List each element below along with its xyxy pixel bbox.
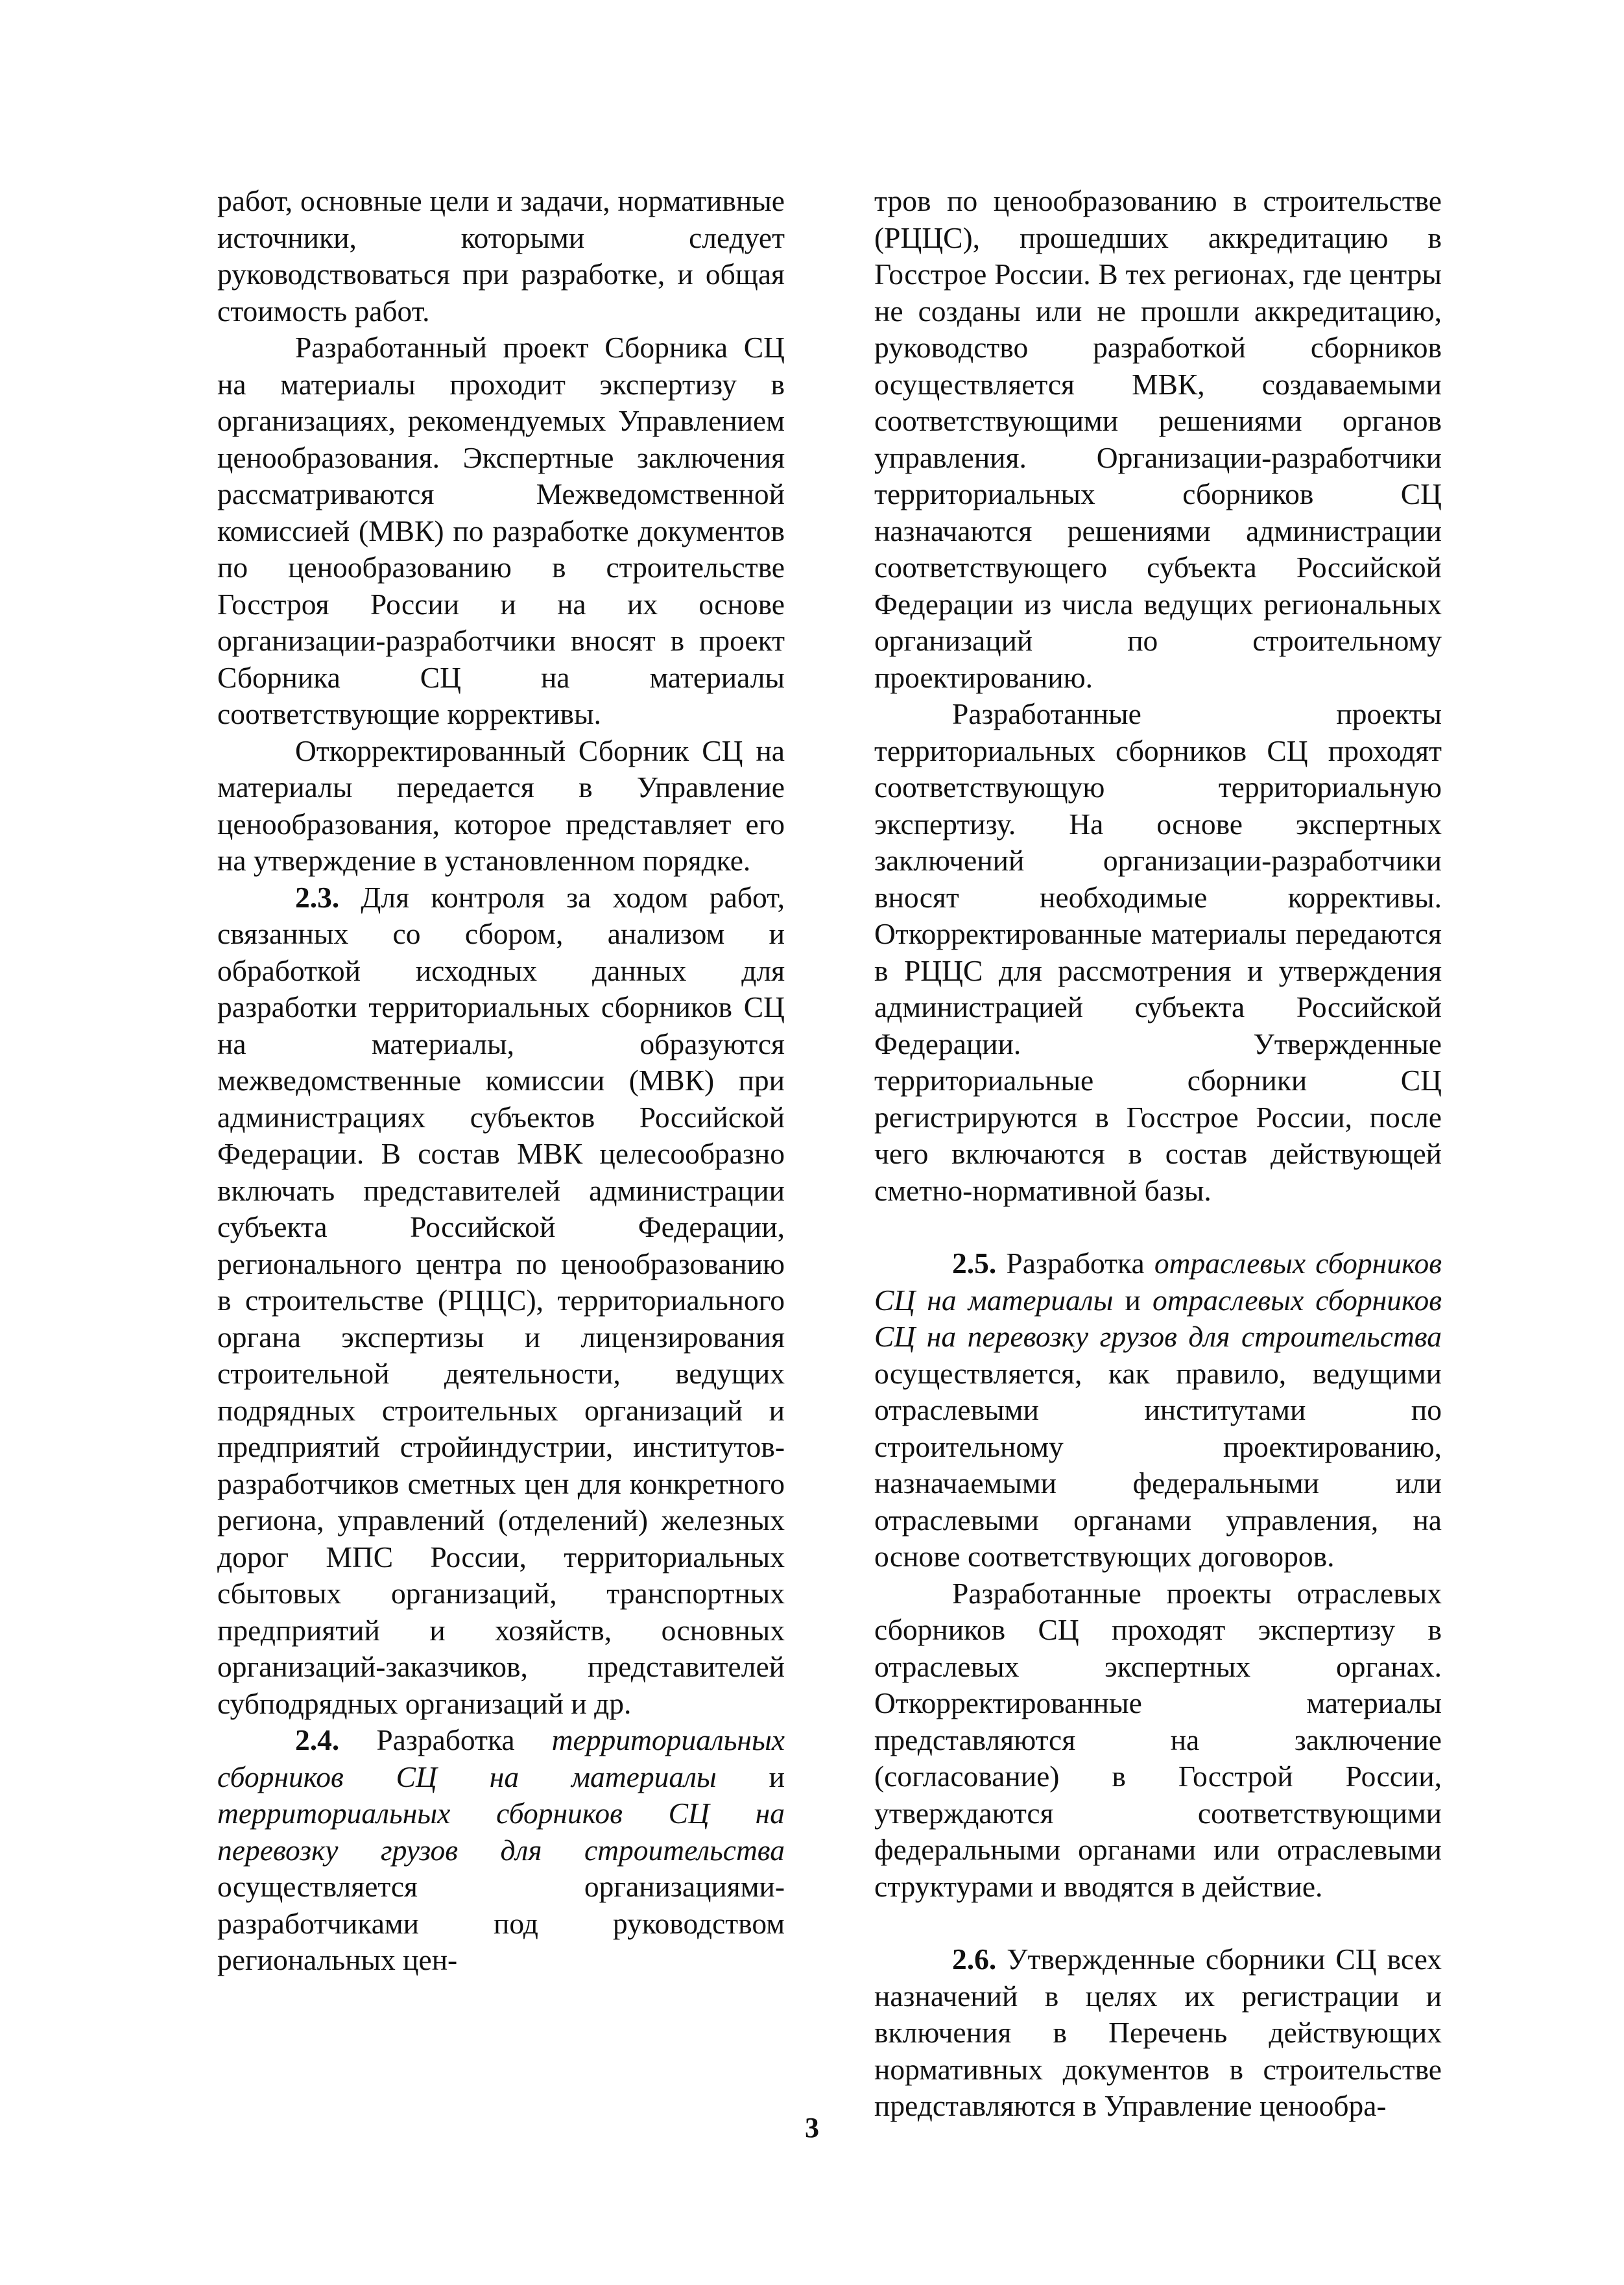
paragraph: тров по ценообразованию в строительстве (РЦЦС), прошедших аккредитацию в Госстрое России. В тех регионах, где центры не созданы или не прошли аккредитацию, руководство разработкой сборников осуществляется МВК, создаваемыми соответствующими решениями органов управления. Организации-разработчики территориальных сборников СЦ назначаются решениями администрации соответствующего субъекта Российской Федерации из числа ведущих региональных организаций по строительному проектированию. [874,184,1442,694]
section-2-6 [874,1941,1442,2125]
paragraph-text: Утвержденные сборники СЦ всех назначений в целях их регистрации и включения в Перечень действующих нормативных документов в строительстве представляются в Управление ценообра- [874,1943,1442,2122]
paragraph-text: Для контроля за ходом работ, связанных со сбором, анализом и обработкой исходных данных для разработки территориальных сборников СЦ на материалы, образуются межведомственные комиссии (МВК) при администрациях субъектов Российской Федерации. В состав МВК целесообразно включать представителей администрации субъекта Российской Федерации, регионального центра по ценообразованию в строительстве (РЦЦС), территориального органа экспертизы и лицензирования строительной деятельности, ведущих подрядных строительных организаций и предприятий стройиндустрии, институтов-разработчиков сметных цен для конкретного региона, управлений (отделений) железных дорог МПС России, территориальных сбытовых организаций, транспортных предприятий и хозяйств, основных организаций-заказчиков, представителей субподрядных организаций и др. [217,880,785,1720]
section-2-5 [874,1245,1442,1575]
paragraph-text: Разработка [339,1723,552,1756]
italic-term: территориальных сборников СЦ на материалы [217,1723,785,1793]
paragraph: Откорректированный Сборник СЦ на материалы передается в Управление ценообразования, которое представляет его на утверждение в установленном порядке. [217,734,785,877]
section-2-4 [217,1722,785,1979]
left-column [217,183,785,1979]
section-number: 2.5. [952,1247,997,1280]
paragraph: Разработанный проект Сборника СЦ на материалы проходит экспертизу в организациях, рекомендуемых Управлением ценообразования. Экспертные заключения рассматриваются Межведомственной комиссией (МВК) по разработке документов по ценообразованию в строительстве Госстроя России и на их основе организации-разработчики вносят в проект Сборника СЦ на материалы соответствующие коррективы. [217,331,785,730]
paragraph-text: осуществляется организациями-разработчиками под руководством региональных цен- [217,1870,785,1976]
italic-term: отраслевых сборников СЦ на материалы [874,1247,1442,1317]
paragraph-text: осуществляется, как правило, ведущими отраслевыми институтами по строительному проектированию, назначаемыми федеральными или отраслевыми органами управления, на основе соответствующих договоров. [874,1356,1442,1573]
italic-term: отраслевых сборников СЦ на перевозку грузов для строительства [874,1283,1442,1353]
paragraph: Разработанные проекты отраслевых сборников СЦ проходят экспертизу в отраслевых экспертных органах. Откорректированные материалы представляются на заключение (согласование) в Госстрой России, утверждаются соответствующими федеральными органами или отраслевыми структурами и вводятся в действие. [874,1576,1442,1903]
section-number: 2.4. [295,1723,340,1756]
section-number: 2.3. [295,880,340,914]
right-column [874,183,1442,2125]
paragraph-text: и [716,1760,785,1793]
section-number: 2.6. [952,1943,997,1976]
italic-term: территориальных сборников СЦ на перевозку грузов для строительства [217,1797,785,1867]
paragraph-text: и [1113,1283,1152,1317]
paragraph-text: Разработка [996,1247,1154,1280]
paragraph: работ, основные цели и задачи, нормативные источники, которыми следует руководствоваться при разработке, и общая стоимость работ. [217,184,785,328]
paragraph: Разработанные проекты территориальных сборников СЦ проходят соответствующую территориальную экспертизу. На основе экспертных заключений организации-разработчики вносят необходимые коррективы. Откорректированные материалы передаются в РЦЦС для рассмотрения и утверждения администрацией субъекта Российской Федерации. Утвержденные территориальные сборники СЦ регистрируются в Госстрое России, после чего включаются в состав действующей сметно-нормативной базы. [874,697,1442,1207]
page-number: 3 [805,2112,819,2144]
section-2-3 [217,879,785,1723]
